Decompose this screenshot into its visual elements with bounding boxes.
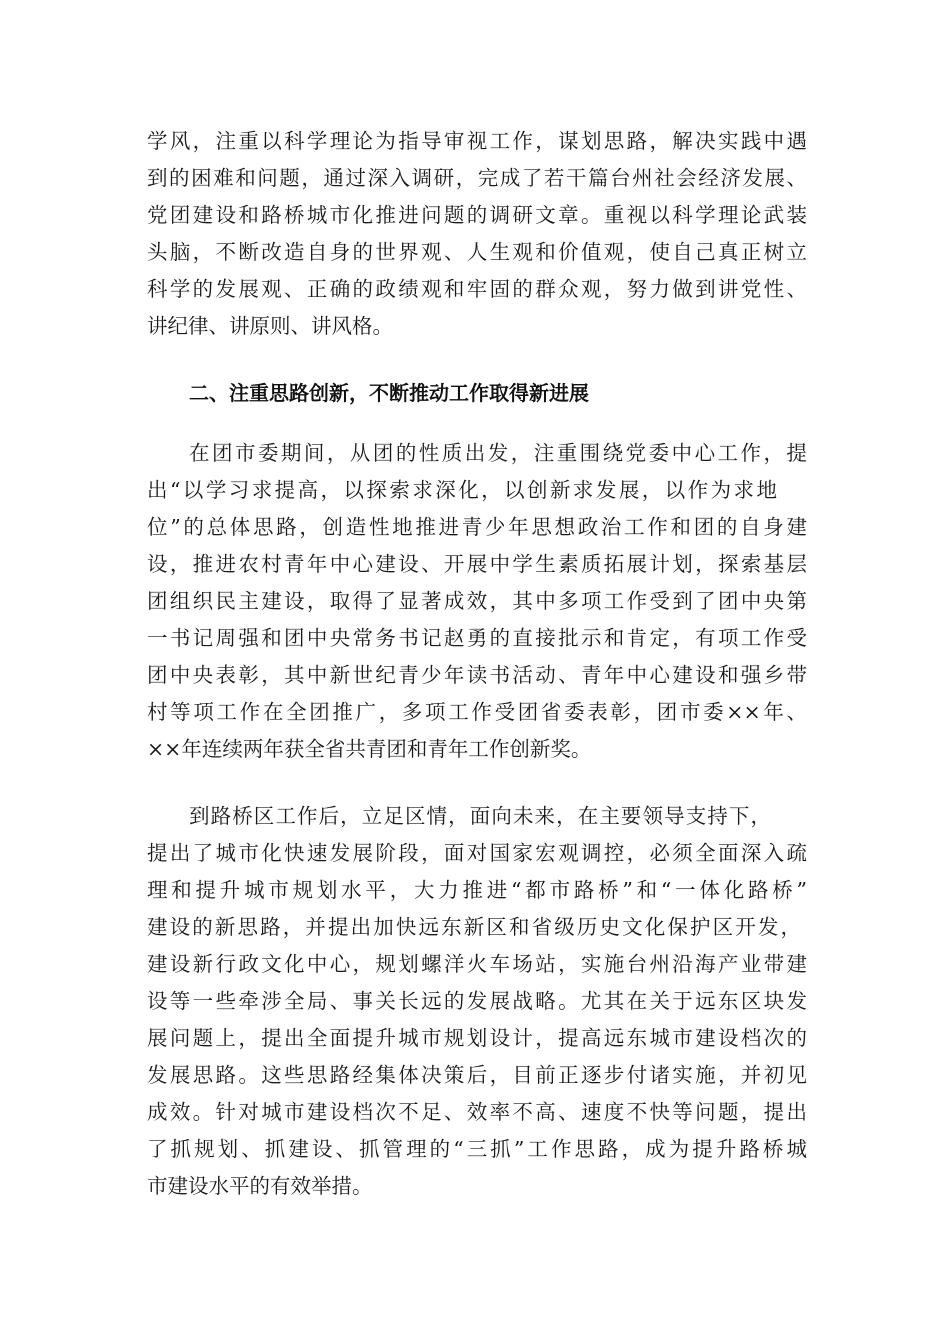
para1-line-5: 科学的发展观、正确的政绩观和牢固的群众观，努力做到讲党性、 <box>147 277 807 301</box>
para1-line-1: 学风，注重以科学理论为指导审视工作，谋划思路，解决实践中遇 <box>147 129 807 153</box>
para3-line-2: 提出了城市化快速发展阶段，面对国家宏观调控，必须全面深入疏 <box>147 841 807 865</box>
para2-line-9: ××年连续两年获全省共青团和青年工作创新奖。 <box>147 737 592 761</box>
para1-line-6: 讲纪律、讲原则、讲风格。 <box>147 314 393 338</box>
para2-line-3: 位”的总体思路，创造性地推进青少年思想政治工作和团的自身建 <box>147 515 807 539</box>
para3-line-1: 到路桥区工作后，立足区情，面向未来，在主要领导支持下， <box>189 804 771 828</box>
para3-line-4: 建设的新思路，并提出加快远东新区和省级历史文化保护区开发， <box>147 915 801 939</box>
para2-line-1: 在团市委期间，从团的性质出发，注重围绕党委中心工作，提 <box>189 441 807 465</box>
para2-line-2: 出“以学习求提高，以探索求深化，以创新求发展，以作为求地 <box>147 478 777 502</box>
section-heading-2: 二、注重思路创新，不断推动工作取得新进展 <box>189 381 589 405</box>
para3-line-8: 发展思路。这些思路经集体决策后，目前正逐步付诸实施，并初见 <box>147 1063 807 1087</box>
para2-line-6: 一书记周强和团中央常务书记赵勇的直接批示和肯定，有项工作受 <box>147 626 807 650</box>
para3-line-3: 理和提升城市规划水平，大力推进“都市路桥”和“一体化路桥” <box>147 878 807 902</box>
para3-line-10: 了抓规划、抓建设、抓管理的“三抓”工作思路，成为提升路桥城 <box>147 1137 807 1161</box>
para3-line-7: 展问题上，提出全面提升城市规划设计，提高远东城市建设档次的 <box>147 1026 807 1050</box>
para1-line-4: 头脑，不断改造自身的世界观、人生观和价值观，使自己真正树立 <box>147 240 807 264</box>
para3-line-9: 成效。针对城市建设档次不足、效率不高、速度不快等问题，提出 <box>147 1100 807 1124</box>
para2-line-8: 村等项工作在全团推广，多项工作受团省委表彰，团市委××年、 <box>147 700 807 724</box>
para2-line-4: 设，推进农村青年中心建设、开展中学生素质拓展计划，探索基层 <box>147 552 807 576</box>
para2-line-7: 团中央表彰，其中新世纪青少年读书活动、青年中心建设和强乡带 <box>147 663 807 687</box>
para3-line-5: 建设新行政文化中心，规划螺洋火车场站，实施台州沿海产业带建 <box>147 952 807 976</box>
para2-line-5: 团组织民主建设，取得了显著成效，其中多项工作受到了团中央第 <box>147 589 807 613</box>
para1-line-3: 党团建设和路桥城市化推进问题的调研文章。重视以科学理论武装 <box>147 203 807 227</box>
para3-line-6: 设等一些牵涉全局、事关长远的发展战略。尤其在关于远东区块发 <box>147 989 807 1013</box>
para3-line-11: 市建设水平的有效举措。 <box>147 1174 373 1198</box>
para1-line-2: 到的困难和问题，通过深入调研，完成了若干篇台州社会经济发展、 <box>147 166 807 190</box>
